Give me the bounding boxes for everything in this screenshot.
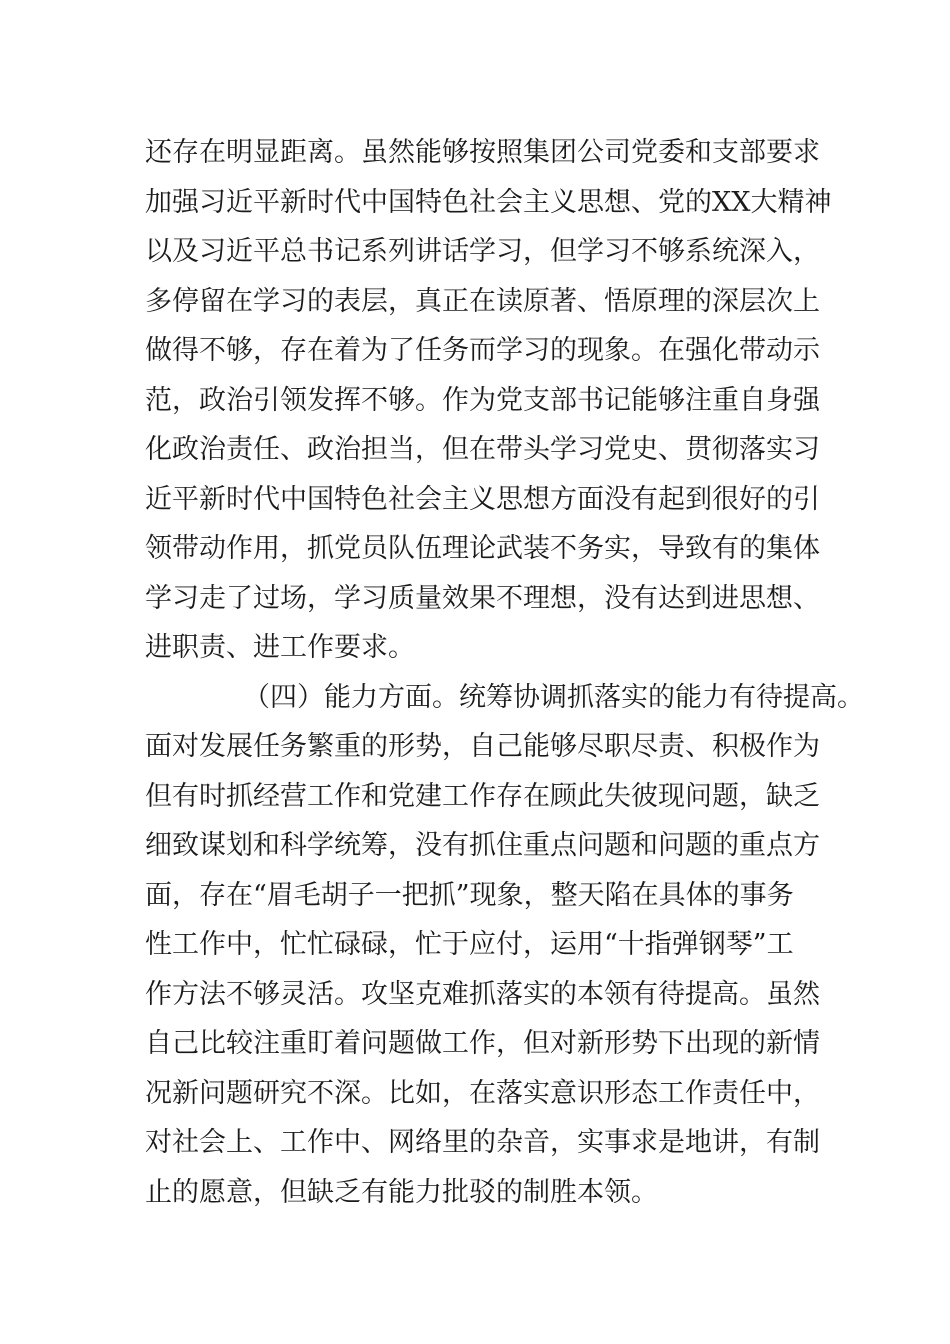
text-line: 面对发展任务繁重的形势，自己能够尽职尽责、积极作为 xyxy=(145,731,820,762)
text-line: 性工作中，忙忙碌碌，忙于应付，运用“十指弹钢琴”工 xyxy=(145,929,794,960)
text-line: 领带动作用，抓党员队伍理论武装不务实，导致有的集体 xyxy=(145,533,820,564)
text-line: 况新问题研究不深。比如，在落实意识形态工作责任中， xyxy=(145,1077,820,1109)
text-line: 近平新时代中国特色社会主义思想方面没有起到很好的引 xyxy=(145,483,820,515)
text-line: 学习走了过场，学习质量效果不理想，没有达到进思想、 xyxy=(145,582,820,614)
text-line: 但有时抓经营工作和党建工作存在顾此失彼现问题，缺乏 xyxy=(145,780,820,812)
text-line: 加强习近平新时代中国特色社会主义思想、党的XX大精神 xyxy=(145,186,832,218)
text-line: 面，存在“眉毛胡子一把抓”现象，整天陷在具体的事务 xyxy=(145,879,794,911)
text-line: 范，政治引领发挥不够。作为党支部书记能够注重自身强 xyxy=(145,384,820,416)
text-line: 自己比较注重盯着问题做工作，但对新形势下出现的新情 xyxy=(145,1028,820,1059)
text-line: 对社会上、工作中、网络里的杂音，实事求是地讲，有制 xyxy=(145,1127,820,1158)
text-line: 细致谋划和科学统筹，没有抓住重点问题和问题的重点方 xyxy=(145,830,820,861)
text-line: 做得不够，存在着为了任务而学习的现象。在强化带动示 xyxy=(145,335,820,366)
body-text xyxy=(145,128,945,1217)
text-line: 作方法不够灵活。攻坚克难抓落实的本领有待提高。虽然 xyxy=(145,978,820,1010)
text-line: 化政治责任、政治担当，但在带头学习党史、贯彻落实习 xyxy=(145,434,820,465)
text-line: 进职责、进工作要求。 xyxy=(145,632,415,663)
text-line: 止的愿意，但缺乏有能力批驳的制胜本领。 xyxy=(145,1176,658,1208)
section-heading-line: （四）能力方面。统筹协调抓落实的能力有待提高。 xyxy=(243,681,864,713)
text-line: 以及习近平总书记系列讲话学习，但学习不够系统深入， xyxy=(145,236,820,267)
text-line: 多停留在学习的表层，真正在读原著、悟原理的深层次上 xyxy=(145,285,820,317)
text-line: 还存在明显距离。虽然能够按照集团公司党委和支部要求 xyxy=(145,137,820,168)
